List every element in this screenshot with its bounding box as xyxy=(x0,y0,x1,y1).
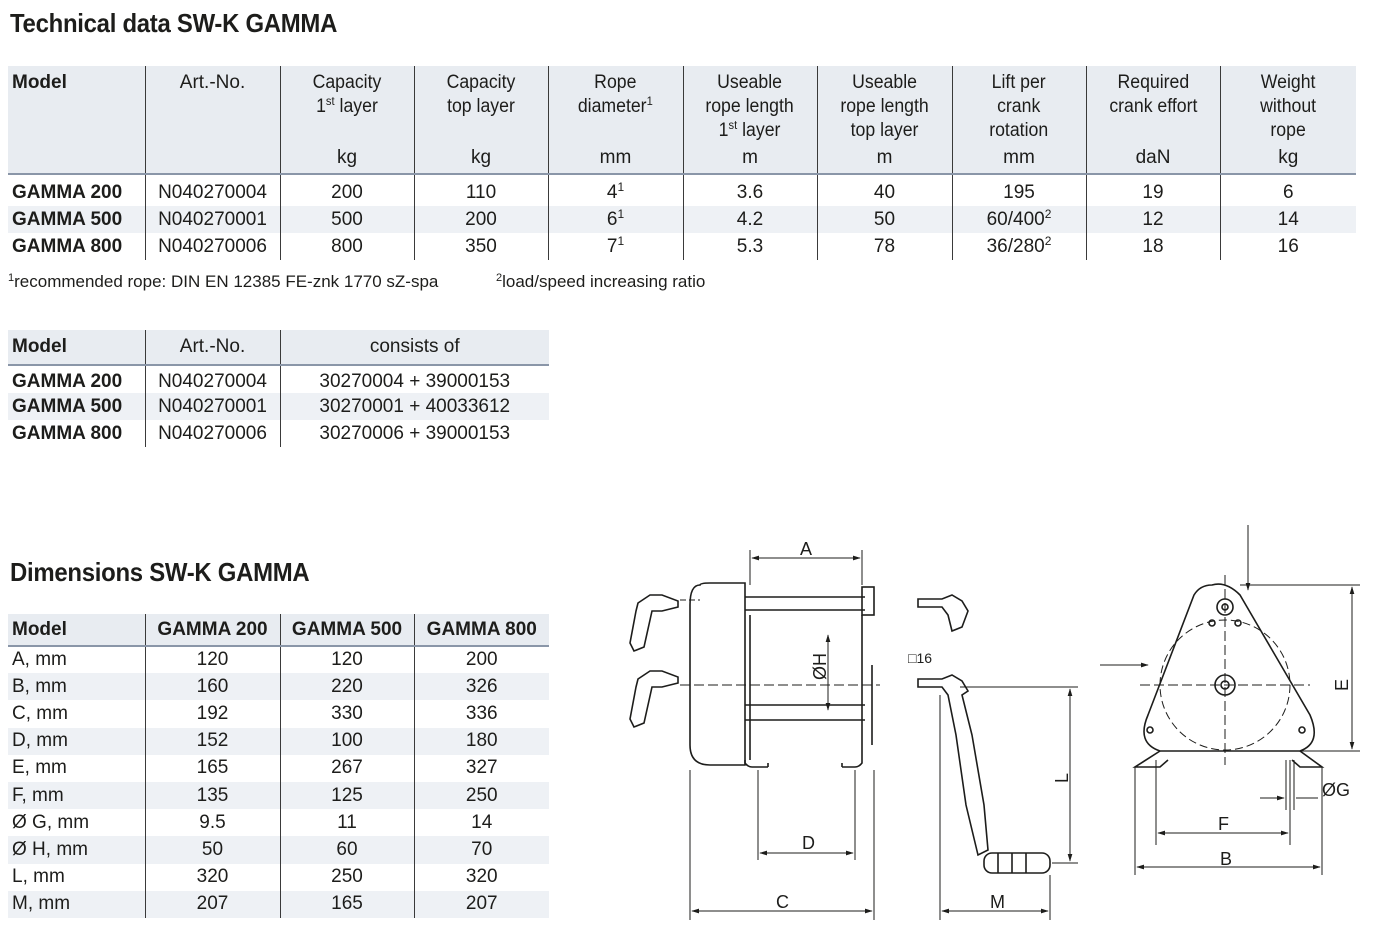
end-view-drawing xyxy=(1135,584,1322,767)
table-row xyxy=(8,782,549,809)
dim-label-d: D xyxy=(802,833,815,853)
cell-g800: 326 xyxy=(414,673,549,700)
dim-label-m: M xyxy=(990,892,1005,912)
cell-g200: 50 xyxy=(145,836,280,863)
header-art-no: Art.-No. xyxy=(145,66,280,174)
header-model: Model xyxy=(8,66,145,174)
header-weight: Weight without rope kg xyxy=(1220,66,1356,174)
dim-label-c: C xyxy=(776,892,789,912)
cell-art: N040270006 xyxy=(145,233,280,260)
cell-g800: 327 xyxy=(414,755,549,782)
header-useable-top: Useable rope length top layer m xyxy=(817,66,952,174)
cell-ult: 40 xyxy=(817,174,952,206)
cell-model: GAMMA 200 xyxy=(12,182,123,203)
cell-ul1: 3.6 xyxy=(683,174,817,206)
cell-g500: 165 xyxy=(280,891,414,918)
header-gamma-500: GAMMA 500 xyxy=(280,614,414,646)
cell-lift: 195 xyxy=(952,174,1086,206)
cell-parts: 30270004 + 39000153 xyxy=(280,365,549,393)
cell-rope: $7^1$ xyxy=(548,233,683,260)
header-consists-of: consists of xyxy=(280,330,549,365)
cell-label: M, mm xyxy=(12,893,71,915)
cell-lift: $60/400^2$ xyxy=(952,206,1086,233)
cell-g500: 60 xyxy=(280,836,414,863)
table-row xyxy=(8,700,549,727)
header-model: Model xyxy=(8,614,145,646)
dim-label-b: B xyxy=(1220,849,1233,869)
cell-g200: 160 xyxy=(145,673,280,700)
table-row xyxy=(8,420,549,447)
cell-ul1: 4.2 xyxy=(683,206,817,233)
cell-art: N040270004 xyxy=(145,174,280,206)
cell-model: GAMMA 500 xyxy=(12,395,123,417)
cell-g500: 267 xyxy=(280,755,414,782)
cell-weight: 16 xyxy=(1220,233,1356,260)
cell-cap1: 800 xyxy=(280,233,414,260)
cell-ul1: 5.3 xyxy=(683,233,817,260)
table-row xyxy=(8,646,549,673)
end-view-dimensions xyxy=(1100,525,1360,875)
cell-model: GAMMA 800 xyxy=(12,422,123,444)
cell-g800: 14 xyxy=(414,809,549,836)
cell-label: C, mm xyxy=(12,702,68,724)
cell-g500: 250 xyxy=(280,864,414,891)
header-art-no: Art.-No. xyxy=(145,330,280,365)
cell-lift: $36/280^2$ xyxy=(952,233,1086,260)
cell-g500: 220 xyxy=(280,673,414,700)
cell-g200: 120 xyxy=(145,646,280,673)
table-row xyxy=(8,206,1356,233)
cell-parts: 30270001 + 40033612 xyxy=(280,393,549,420)
table-header-row xyxy=(8,330,549,365)
header-model: Model xyxy=(8,330,145,365)
dim-label-e: E xyxy=(1332,678,1352,691)
cell-capt: 110 xyxy=(414,174,548,206)
cell-g800: 70 xyxy=(414,836,549,863)
table-header-row xyxy=(8,66,1356,174)
cell-g200: 320 xyxy=(145,864,280,891)
header-useable-first: Useable rope length 1st layer m xyxy=(683,66,817,174)
table-row xyxy=(8,233,1356,260)
cell-label: L, mm xyxy=(12,866,65,888)
cell-art: N040270001 xyxy=(145,393,280,420)
header-lift-per-rotation: Lift per crank rotation mm xyxy=(952,66,1086,174)
cell-g500: 125 xyxy=(280,782,414,809)
table-row xyxy=(8,864,549,891)
cell-capt: 200 xyxy=(414,206,548,233)
dim-label-l: L xyxy=(1052,772,1072,783)
dim-label-f: F xyxy=(1218,814,1229,834)
table-header-row xyxy=(8,614,549,646)
cell-model: GAMMA 500 xyxy=(12,209,123,230)
cell-art: N040270006 xyxy=(145,420,280,447)
technical-data-table xyxy=(8,66,1356,260)
cell-cap1: 200 xyxy=(280,174,414,206)
cell-model: GAMMA 800 xyxy=(12,236,123,257)
cell-req: 18 xyxy=(1086,233,1220,260)
cell-g800: 320 xyxy=(414,864,549,891)
cell-label: B, mm xyxy=(12,675,67,697)
cell-g200: 207 xyxy=(145,891,280,918)
cell-rope: $6^1$ xyxy=(548,206,683,233)
cell-label: F, mm xyxy=(12,784,64,806)
cell-g200: 152 xyxy=(145,728,280,755)
cell-label: Ø G, mm xyxy=(12,811,90,833)
cell-g200: 192 xyxy=(145,700,280,727)
cell-label: A, mm xyxy=(12,649,67,671)
cell-g800: 250 xyxy=(414,782,549,809)
cell-g500: 120 xyxy=(280,646,414,673)
table-row xyxy=(8,728,549,755)
cell-g800: 180 xyxy=(414,728,549,755)
footnote-ratio: $^2$load/speed increasing ratio xyxy=(496,272,706,291)
cell-parts: 30270006 + 39000153 xyxy=(280,420,549,447)
cell-g200: 135 xyxy=(145,782,280,809)
cell-ult: 50 xyxy=(817,206,952,233)
dim-label-a: A xyxy=(800,539,813,559)
cell-g500: 11 xyxy=(280,809,414,836)
cell-weight: 14 xyxy=(1220,206,1356,233)
table-row xyxy=(8,755,549,782)
cell-ult: 78 xyxy=(817,233,952,260)
header-capacity-first: Capacity 1st layer kg xyxy=(280,66,414,174)
table-row xyxy=(8,174,1356,206)
cell-weight: 6 xyxy=(1220,174,1356,206)
crank-drawing xyxy=(918,595,1050,873)
cell-label: E, mm xyxy=(12,757,67,779)
cell-g800: 336 xyxy=(414,700,549,727)
header-gamma-200: GAMMA 200 xyxy=(145,614,280,646)
cell-art: N040270004 xyxy=(145,365,280,393)
technical-drawings xyxy=(600,515,1370,935)
cell-art: N040270001 xyxy=(145,206,280,233)
header-crank-effort: Required crank effort daN xyxy=(1086,66,1220,174)
cell-model: GAMMA 200 xyxy=(12,371,123,392)
header-rope-diameter: Rope diameter$^1$ mm xyxy=(548,66,683,174)
cell-req: 12 xyxy=(1086,206,1220,233)
cell-req: 19 xyxy=(1086,174,1220,206)
header-gamma-800: GAMMA 800 xyxy=(414,614,549,646)
cell-g200: 9.5 xyxy=(145,809,280,836)
table-row xyxy=(8,393,549,420)
dim-label-g: ØG xyxy=(1322,780,1351,800)
dim-label-16: □16 xyxy=(908,650,933,666)
cell-g800: 200 xyxy=(414,646,549,673)
consists-of-table xyxy=(8,330,549,447)
table-row xyxy=(8,836,549,863)
cell-label: Ø H, mm xyxy=(12,838,88,860)
dim-label-h: ØH xyxy=(810,653,830,680)
table-row xyxy=(8,809,549,836)
header-capacity-top: Capacity top layer kg xyxy=(414,66,548,174)
dimensions-table xyxy=(8,614,549,918)
cell-label: D, mm xyxy=(12,730,68,752)
front-view-drawing xyxy=(630,583,874,767)
cell-g500: 330 xyxy=(280,700,414,727)
cell-g200: 165 xyxy=(145,755,280,782)
technical-data-title: Technical data SW-K GAMMA xyxy=(10,8,338,38)
dimensions-title: Dimensions SW-K GAMMA xyxy=(10,557,310,587)
crank-dimensions xyxy=(940,687,1078,920)
cell-rope: $4^1$ xyxy=(548,174,683,206)
cell-g500: 100 xyxy=(280,728,414,755)
cell-g800: 207 xyxy=(414,891,549,918)
cell-cap1: 500 xyxy=(280,206,414,233)
table-row xyxy=(8,891,549,918)
footnote-rope: $^1$recommended rope: DIN EN 12385 FE-znk 1770 sZ-spa xyxy=(8,272,439,291)
table-row xyxy=(8,365,549,393)
cell-capt: 350 xyxy=(414,233,548,260)
table-row xyxy=(8,673,549,700)
front-view-dimensions xyxy=(680,550,880,920)
